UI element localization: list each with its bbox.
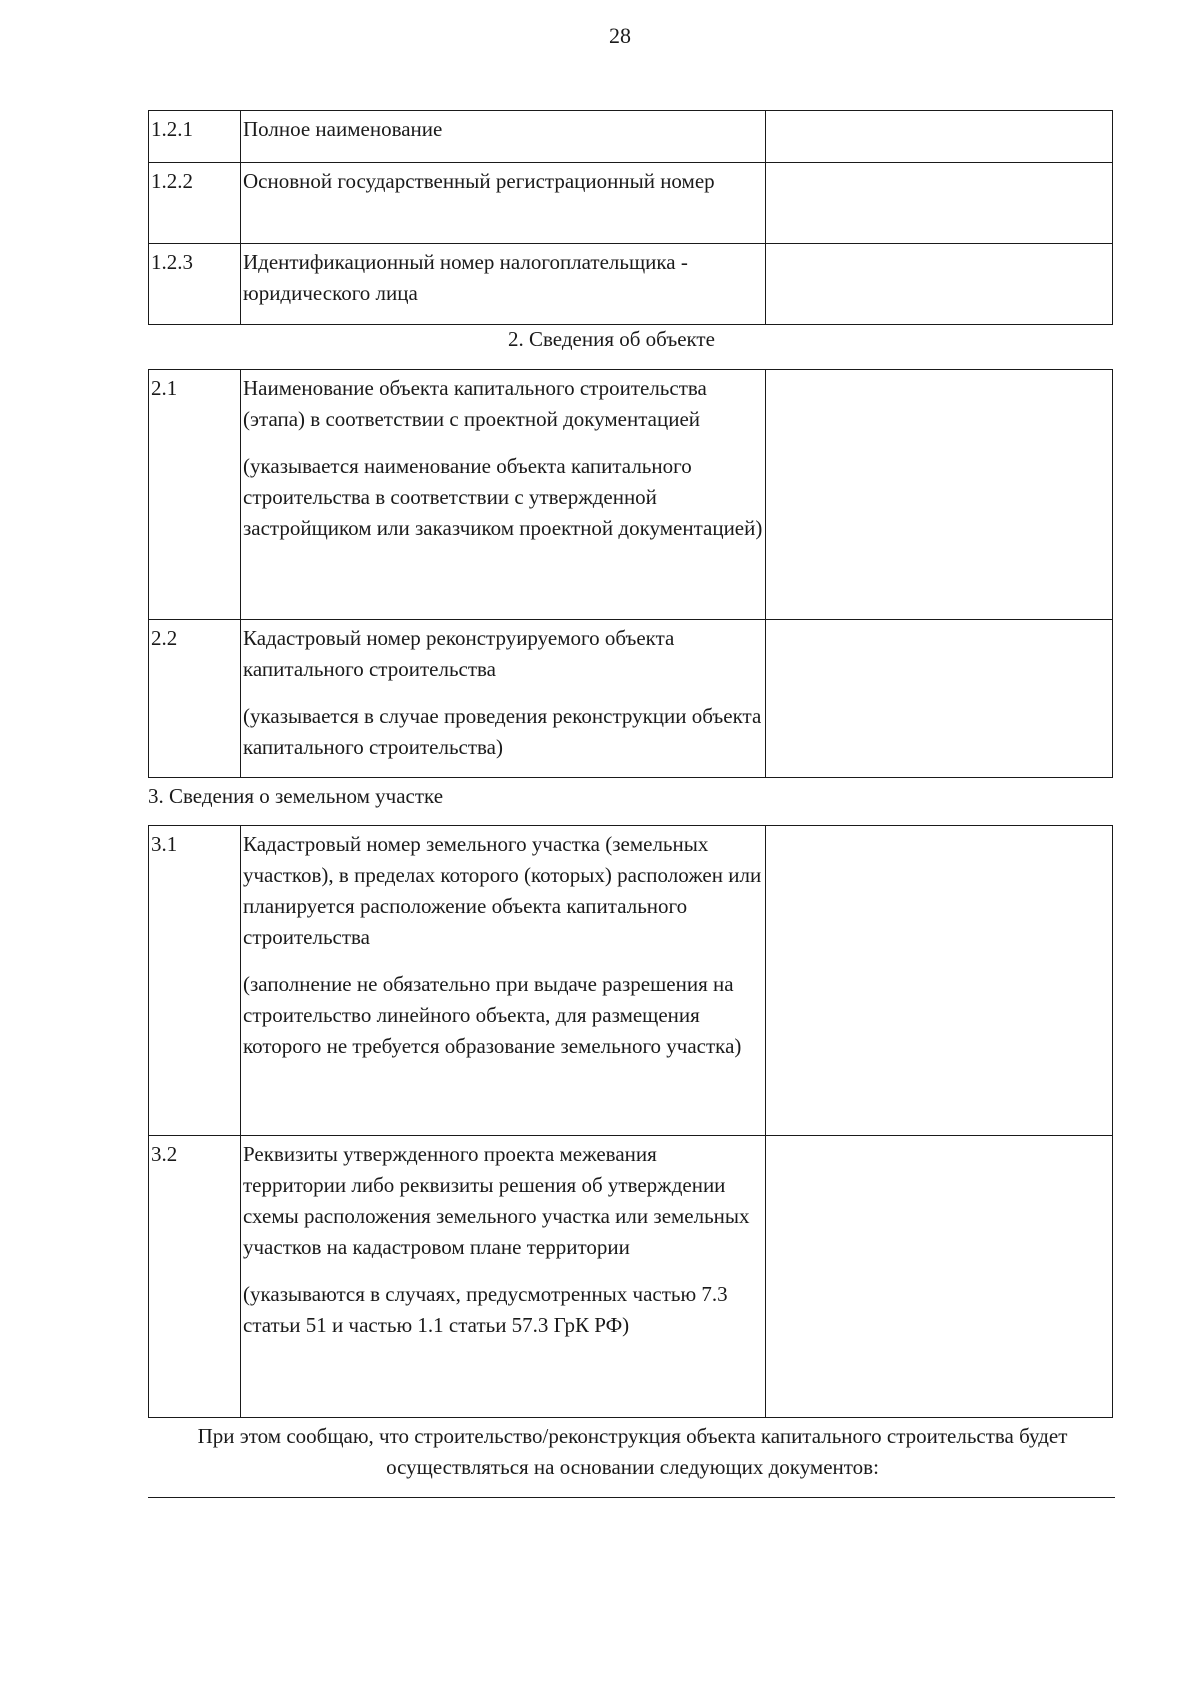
land-table: [148, 825, 1113, 1418]
value-field-ogrn[interactable]: [766, 163, 1113, 244]
label-text: Кадастровый номер земельного участка (земельных участков), в пределах которого (которых) расположен или планируется расположение объекта капитального строительства: [243, 832, 762, 949]
table-row: [149, 370, 1113, 620]
label-note: (указывается наименование объекта капитального строительства в соответствии с утвержденной застройщиком или заказчиком проектной документацией): [243, 454, 763, 540]
label-text: Кадастровый номер реконструируемого объекта капитального строительства: [243, 626, 675, 681]
row-label: [241, 620, 766, 778]
table-row: [149, 244, 1113, 325]
row-label: [241, 111, 766, 163]
row-number: 3.2: [149, 1136, 241, 1418]
label-note: (указываются в случаях, предусмотренных частью 7.3 статьи 51 и частью 1.1 статьи 57.3 ГрК РФ): [243, 1282, 728, 1337]
label-text: Полное наименование: [243, 117, 443, 141]
page-number: 28: [609, 23, 631, 48]
value-field-full-name[interactable]: [766, 111, 1113, 163]
row-label: [241, 1136, 766, 1418]
label-note: (указывается в случае проведения реконструкции объекта капитального строительства): [243, 704, 762, 759]
row-label: [241, 163, 766, 244]
applicant-table: [148, 110, 1113, 325]
label-text: Основной государственный регистрационный номер: [243, 169, 715, 193]
label-text: Идентификационный номер налогоплательщика - юридического лица: [243, 250, 688, 305]
row-number: 2.1: [149, 370, 241, 620]
section-3-heading: 3. Сведения о земельном участке: [148, 784, 444, 808]
value-field-object-name[interactable]: [766, 370, 1113, 620]
row-number: 3.1: [149, 826, 241, 1136]
closing-statement: При этом сообщаю, что строительство/реконструкция объекта капитального строительства будет осуществляться на основании следующих документов:: [197, 1424, 1068, 1479]
value-field-land-survey[interactable]: [766, 1136, 1113, 1418]
table-row: [149, 1136, 1113, 1418]
label-text: Наименование объекта капитального строительства (этапа) в соответствии с проектной документацией: [243, 376, 707, 431]
section-2-heading: 2. Сведения об объекте: [508, 327, 715, 351]
object-table: [148, 369, 1113, 778]
table-row: [149, 163, 1113, 244]
row-label: [241, 244, 766, 325]
row-number: 2.2: [149, 620, 241, 778]
label-text: Реквизиты утвержденного проекта межевания территории либо реквизиты решения об утверждении схемы расположения земельного участка или земельных участков на кадастровом плане территории: [243, 1142, 750, 1259]
row-number: 1.2.3: [149, 244, 241, 325]
row-number: 1.2.2: [149, 163, 241, 244]
table-row: [149, 620, 1113, 778]
label-note: (заполнение не обязательно при выдаче разрешения на строительство линейного объекта, для размещения которого не требуется образование земельного участка): [243, 972, 742, 1058]
table-row: [149, 826, 1113, 1136]
row-number: 1.2.1: [149, 111, 241, 163]
value-field-cadastral-object[interactable]: [766, 620, 1113, 778]
row-label: [241, 826, 766, 1136]
value-field-inn[interactable]: [766, 244, 1113, 325]
value-field-cadastral-land[interactable]: [766, 826, 1113, 1136]
documents-fill-line[interactable]: [148, 1497, 1115, 1498]
row-label: [241, 370, 766, 620]
table-row: [149, 111, 1113, 163]
